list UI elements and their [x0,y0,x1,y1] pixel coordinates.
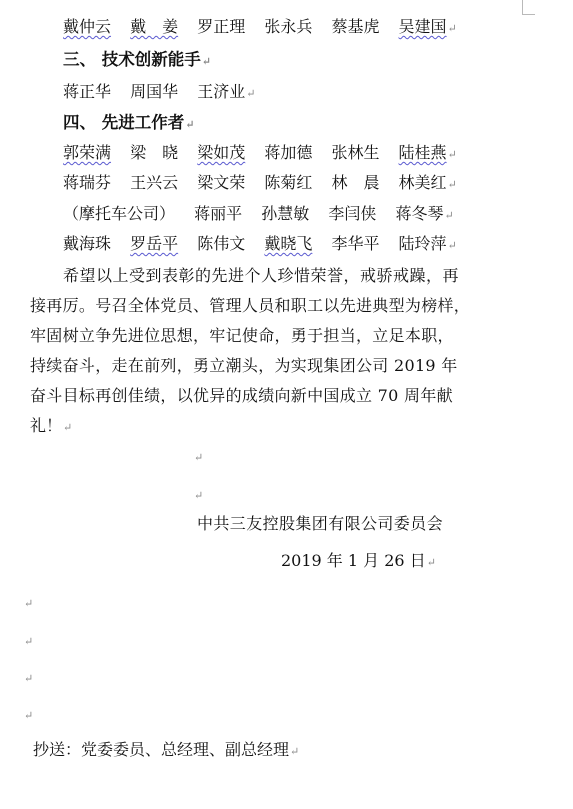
name: 王兴云 [130,173,179,192]
paragraph-mark: ↵ [63,421,73,434]
paragraph-mark: ↵ [201,55,211,68]
empty-paragraph [193,446,203,468]
empty-paragraph [23,667,33,689]
paragraph-mark: ↵ [24,635,34,648]
paragraph-mark: ↵ [185,118,195,131]
paragraph-mark: ↵ [24,597,34,610]
paragraph-mark: ↵ [426,556,436,569]
name: 王济业 [197,82,246,101]
paragraph-mark: ↵ [24,672,34,685]
name: 张永兵 [264,17,313,36]
name: 张林生 [331,143,380,162]
empty-paragraph [23,630,33,652]
paragraph-mark: ↵ [447,239,457,252]
body-paragraph-line-1: 希望以上受到表彰的先进个人珍惜荣誉，戒骄戒躁，再 [63,266,460,285]
paragraph-mark: ↵ [194,489,204,502]
name-row-1 [63,17,457,39]
name: 蔡基虎 [331,17,380,36]
section-heading-3 [63,50,211,72]
body-paragraph-line-4: 持续奋斗，走在前列，勇立潮头，为实现集团公司 2019 年 [30,356,458,375]
signature-org: 中共三友控股集团有限公司委员会 [197,514,444,533]
paragraph-mark: ↵ [246,87,256,100]
name: 李华平 [331,234,380,253]
page-margin-corner-mark [522,0,535,15]
paragraph-mark: ↵ [447,22,457,35]
name: 戴海珠 [63,234,112,253]
name: 罗岳平 [130,234,179,253]
name: 蒋冬琴 [395,204,444,223]
paragraph-mark: ↵ [447,148,457,161]
name: 蒋正华 [63,82,112,101]
name: 梁 晓 [130,143,179,162]
name-row-2 [63,82,255,104]
paragraph-mark: ↵ [447,178,457,191]
name: （摩托车公司） [63,204,176,223]
empty-paragraph [23,592,33,614]
name: 蒋丽平 [194,204,243,223]
name: 吴建国 [398,17,447,36]
name: 陆桂燕 [398,143,447,162]
paragraph-end-text: 礼！ [30,416,63,435]
name-row-6 [63,234,457,256]
name: 郭荣满 [63,143,112,162]
heading-text: 四、 先进工作者 [63,113,185,132]
name: 林 晨 [331,173,380,192]
heading-text: 三、 技术创新能手 [63,50,201,69]
empty-paragraph [193,484,203,506]
body-paragraph-line-5: 奋斗目标再创佳绩，以优异的成绩向新中国成立 70 周年献 [30,386,453,405]
signature-date [281,551,436,573]
body-paragraph-line-6 [30,416,72,438]
section-heading-4 [63,113,194,135]
name: 李闫侠 [328,204,377,223]
name: 戴晓飞 [264,234,313,253]
name: 陈伟文 [197,234,246,253]
paragraph-mark: ↵ [24,709,34,722]
name: 罗正理 [197,17,246,36]
name: 周国华 [130,82,179,101]
name: 孙慧敏 [261,204,310,223]
name-row-5 [63,204,454,226]
paragraph-mark: ↵ [290,745,300,758]
cc-line [33,740,299,762]
name: 陈菊红 [264,173,313,192]
name: 戴 姜 [130,17,179,36]
body-paragraph-line-2: 接再厉。号召全体党员、管理人员和职工以先进典型为榜样， [30,296,471,315]
name: 戴仲云 [63,17,112,36]
cc-text: 抄送：党委委员、总经理、副总经理 [33,740,290,759]
name: 蒋加德 [264,143,313,162]
name: 林美红 [398,173,447,192]
paragraph-mark: ↵ [194,451,204,464]
name-row-3 [63,143,457,165]
name-row-4 [63,173,457,195]
name: 陆玲萍 [398,234,447,253]
name: 梁文荣 [197,173,246,192]
body-paragraph-line-3: 牢固树立争先进位思想，牢记使命，勇于担当，立足本职， [30,326,454,345]
name: 梁如茂 [197,143,246,162]
empty-paragraph [23,704,33,726]
name: 蒋瑞芬 [63,173,112,192]
date-text: 2019 年 1 月 26 日 [281,551,426,570]
paragraph-mark: ↵ [444,209,454,222]
